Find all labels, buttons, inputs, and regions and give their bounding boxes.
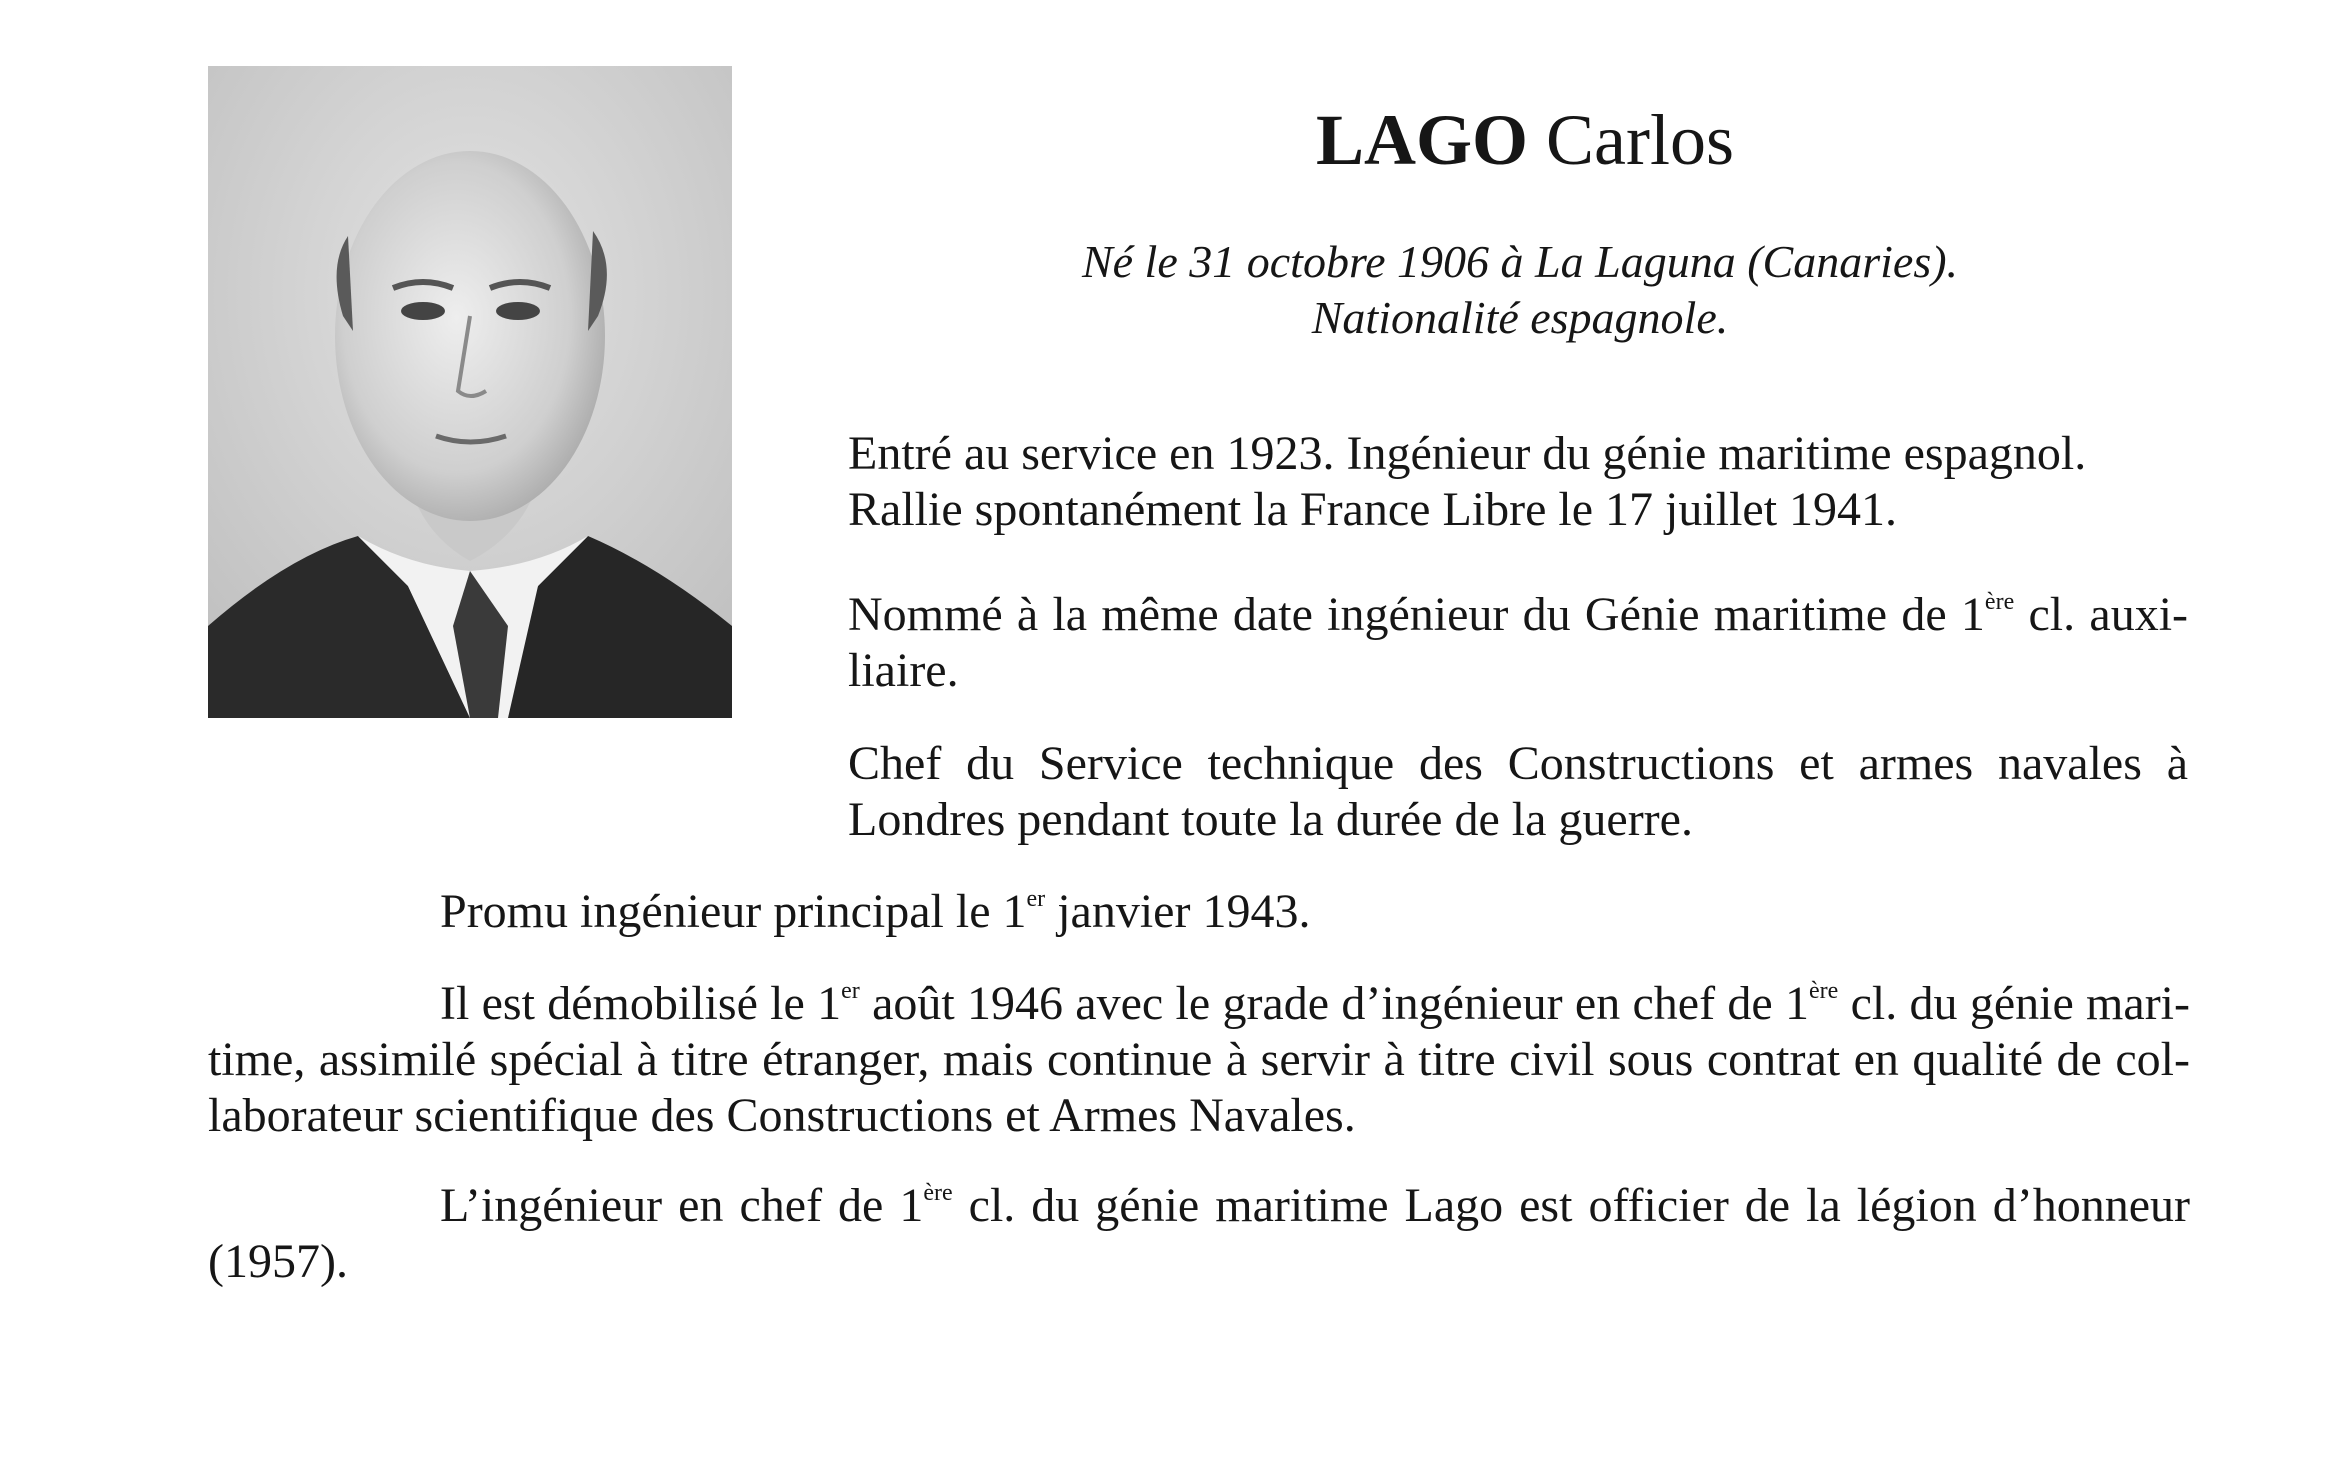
paragraph-line xyxy=(208,976,2190,1032)
birth-info xyxy=(930,234,2110,346)
paragraph-line xyxy=(440,884,2190,940)
paragraph-line: time, assimilé spécial à titre étranger, mais continue à servir à titre civil sous contrat en qualité de col- xyxy=(208,1033,2190,1086)
superscript: ère xyxy=(1984,589,2015,615)
portrait-photo xyxy=(208,66,732,718)
paragraph-line: Chef du Service technique des Constructions et armes navales à xyxy=(848,737,2188,790)
surname: LAGO xyxy=(1315,100,1529,180)
paragraph-service-chief xyxy=(848,736,2188,848)
superscript: er xyxy=(841,978,860,1004)
paragraph-appointment xyxy=(848,587,2188,699)
person-name-heading xyxy=(1175,96,1875,184)
nationality-line: Nationalité espagnole. xyxy=(1311,292,1729,343)
text-run: L’ingénieur en chef de 1 xyxy=(440,1179,924,1232)
text-run: cl. du génie maritime Lago est officier de la légion d’honneur xyxy=(952,1179,2190,1232)
paragraph-line: (1957). xyxy=(208,1235,348,1288)
paragraph-line xyxy=(208,1178,2190,1234)
paragraph-promotion xyxy=(440,884,2190,940)
text-run: janvier 1943. xyxy=(1045,885,1311,938)
portrait-image xyxy=(208,66,732,718)
text-run: cl. auxi- xyxy=(2014,588,2189,641)
superscript: er xyxy=(1026,886,1046,912)
paragraph-line xyxy=(848,587,2188,643)
given-name: Carlos xyxy=(1546,100,1734,180)
superscript: ère xyxy=(1808,978,1839,1004)
paragraph-line: liaire. xyxy=(848,644,959,697)
text-run: Il est démobilisé le 1 xyxy=(440,977,842,1030)
paragraph-line: Londres pendant toute la durée de la guerre. xyxy=(848,793,1693,846)
paragraph-line: Rallie spontanément la France Libre le 17 juillet 1941. xyxy=(848,483,1898,536)
birth-line: Né le 31 octobre 1906 à La Laguna (Canaries). xyxy=(1081,236,1959,287)
paragraph-line: laborateur scientifique des Constructions et Armes Navales. xyxy=(208,1089,1356,1142)
paragraph-demobilisation xyxy=(208,976,2190,1144)
superscript: ère xyxy=(923,1180,953,1206)
paragraph-legion-honneur xyxy=(208,1178,2190,1290)
text-run: Nommé à la même date ingénieur du Génie maritime de 1 xyxy=(848,588,1985,641)
text-run: août 1946 avec le grade d’ingénieur en chef de 1 xyxy=(859,977,1809,1030)
text-run: Promu ingénieur principal le 1 xyxy=(440,885,1027,938)
paragraph-service-entry xyxy=(848,426,2188,538)
text-run: cl. du génie mari- xyxy=(1838,977,2190,1030)
paragraph-line: Entré au service en 1923. Ingénieur du génie maritime espagnol. xyxy=(848,427,2087,480)
